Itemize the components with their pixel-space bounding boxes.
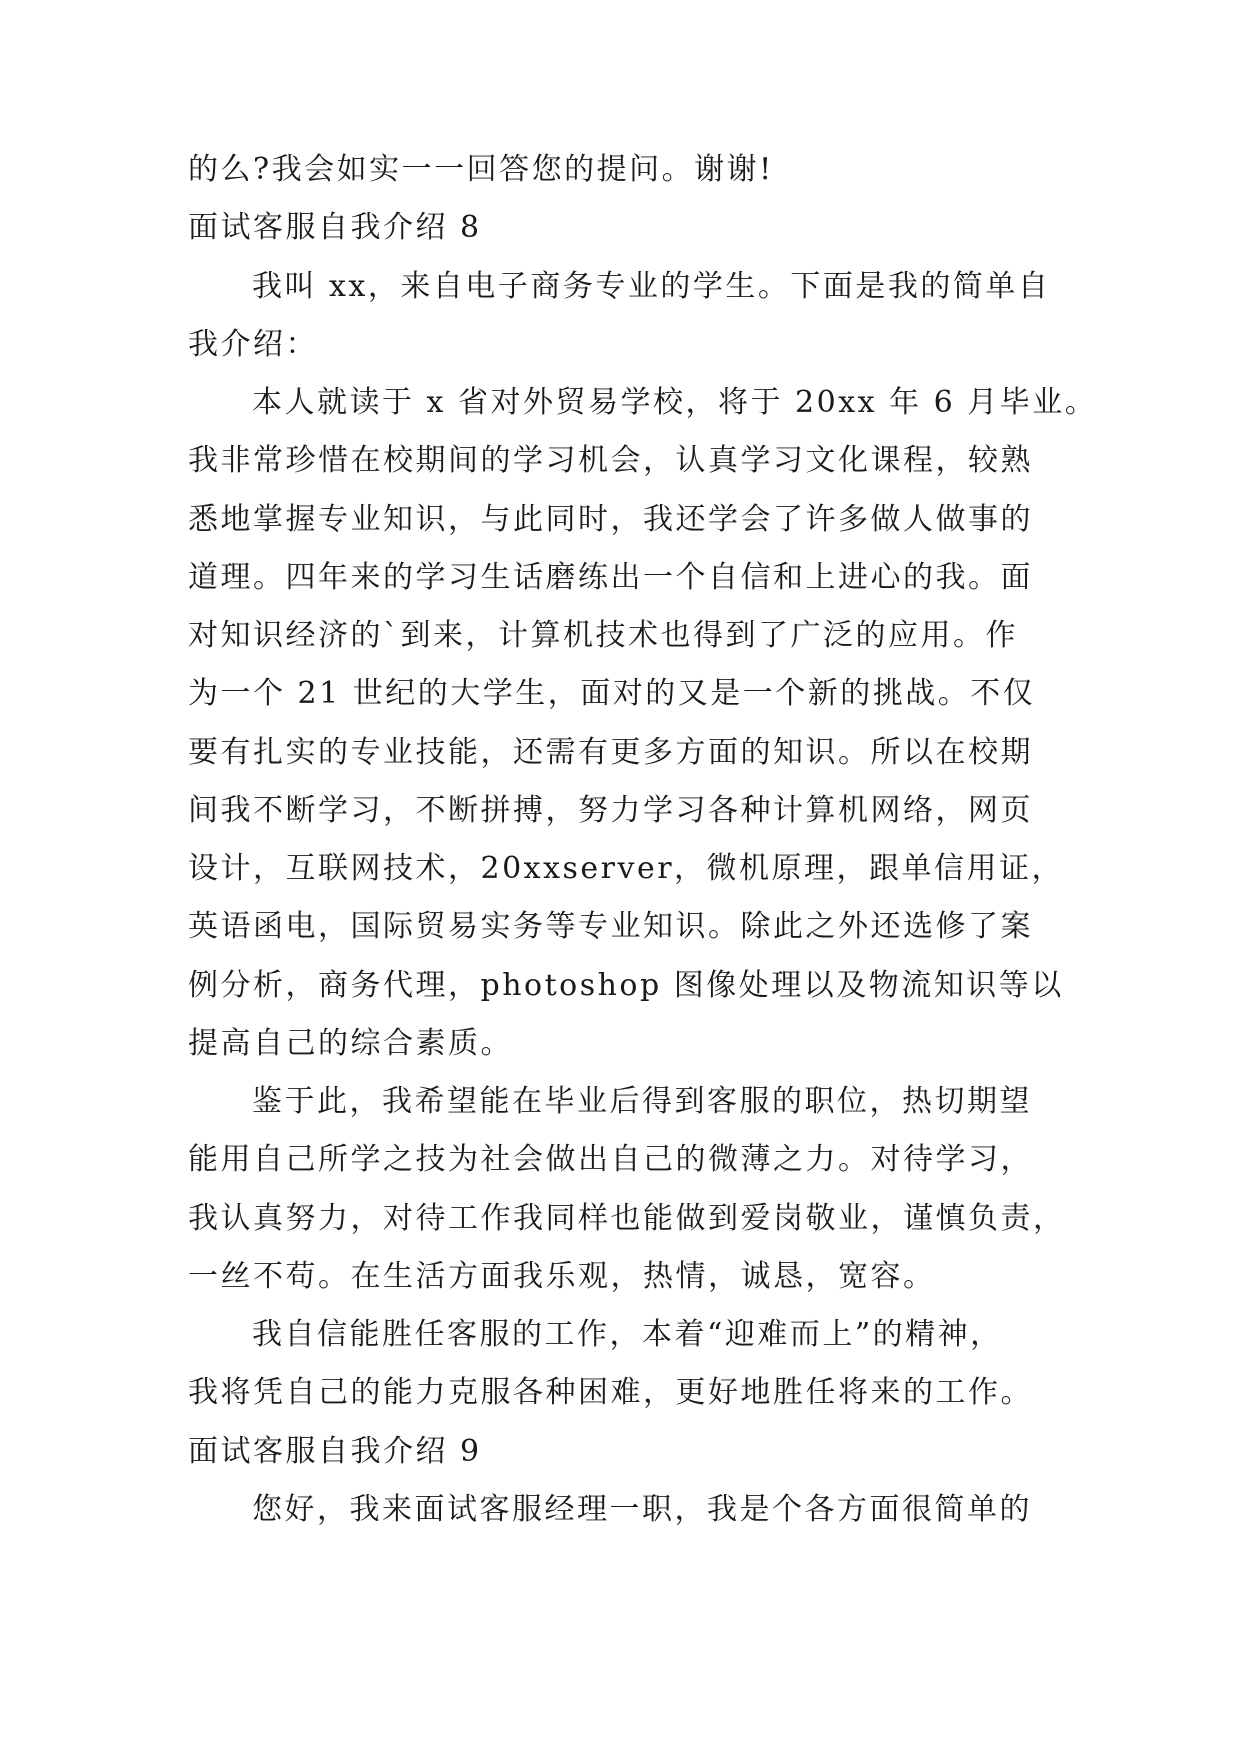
text-line: 对知识经济的`到来，计算机技术也得到了广泛的应用。作 [188,618,1018,653]
text-line: 设计，互联网技术，20xxserver，微机原理，跟单信用证， [188,851,1065,886]
text-line: 的么?我会如实一一回答您的提问。谢谢! [188,152,774,187]
text-line: 我将凭自己的能力克服各种困难，更好地胜任将来的工作。 [188,1375,1033,1410]
text-line: 间我不断学习，不断拼搏，努力学习各种计算机网络，网页 [188,793,1033,828]
text-line: 我认真努力，对待工作我同样也能做到爱岗敬业，谨慎负责， [188,1201,1066,1236]
text-line: 一丝不苟。在生活方面我乐观，热情，诚恳，宽容。 [188,1259,936,1294]
text-line: 要有扎实的专业技能，还需有更多方面的知识。所以在校期 [188,735,1033,770]
text-line: 您好，我来面试客服经理一职，我是个各方面很简单的 [252,1492,1032,1527]
text-line: 道理。四年来的学习生话磨练出一个自信和上进心的我。面 [188,560,1033,595]
text-line: 我非常珍惜在校期间的学习机会，认真学习文化课程，较熟 [188,443,1033,478]
text-line: 本人就读于 x 省对外贸易学校，将于 20xx 年 6 月毕业。 [252,385,1098,420]
text-line: 例分析，商务代理，photoshop 图像处理以及物流知识等以 [188,968,1064,1003]
text-line: 悉地掌握专业知识，与此同时，我还学会了许多做人做事的 [188,502,1033,537]
text-line: 鉴于此，我希望能在毕业后得到客服的职位，热切期望 [252,1084,1032,1119]
text-line: 我介绍： [188,327,318,362]
section-heading: 面试客服自我介绍 9 [188,1434,482,1469]
text-line: 我叫 xx，来自电子商务专业的学生。下面是我的简单自 [252,269,1051,304]
text-line: 为一个 21 世纪的大学生，面对的又是一个新的挑战。不仅 [188,676,1036,711]
text-line: 我自信能胜任客服的工作，本着“迎难而上”的精神， [252,1317,1003,1352]
text-line: 提高自己的综合素质。 [188,1026,513,1061]
section-heading: 面试客服自我介绍 8 [188,210,482,245]
text-line: 能用自己所学之技为社会做出自己的微薄之力。对待学习， [188,1142,1033,1177]
text-line: 英语函电，国际贸易实务等专业知识。除此之外还选修了案 [188,909,1033,944]
